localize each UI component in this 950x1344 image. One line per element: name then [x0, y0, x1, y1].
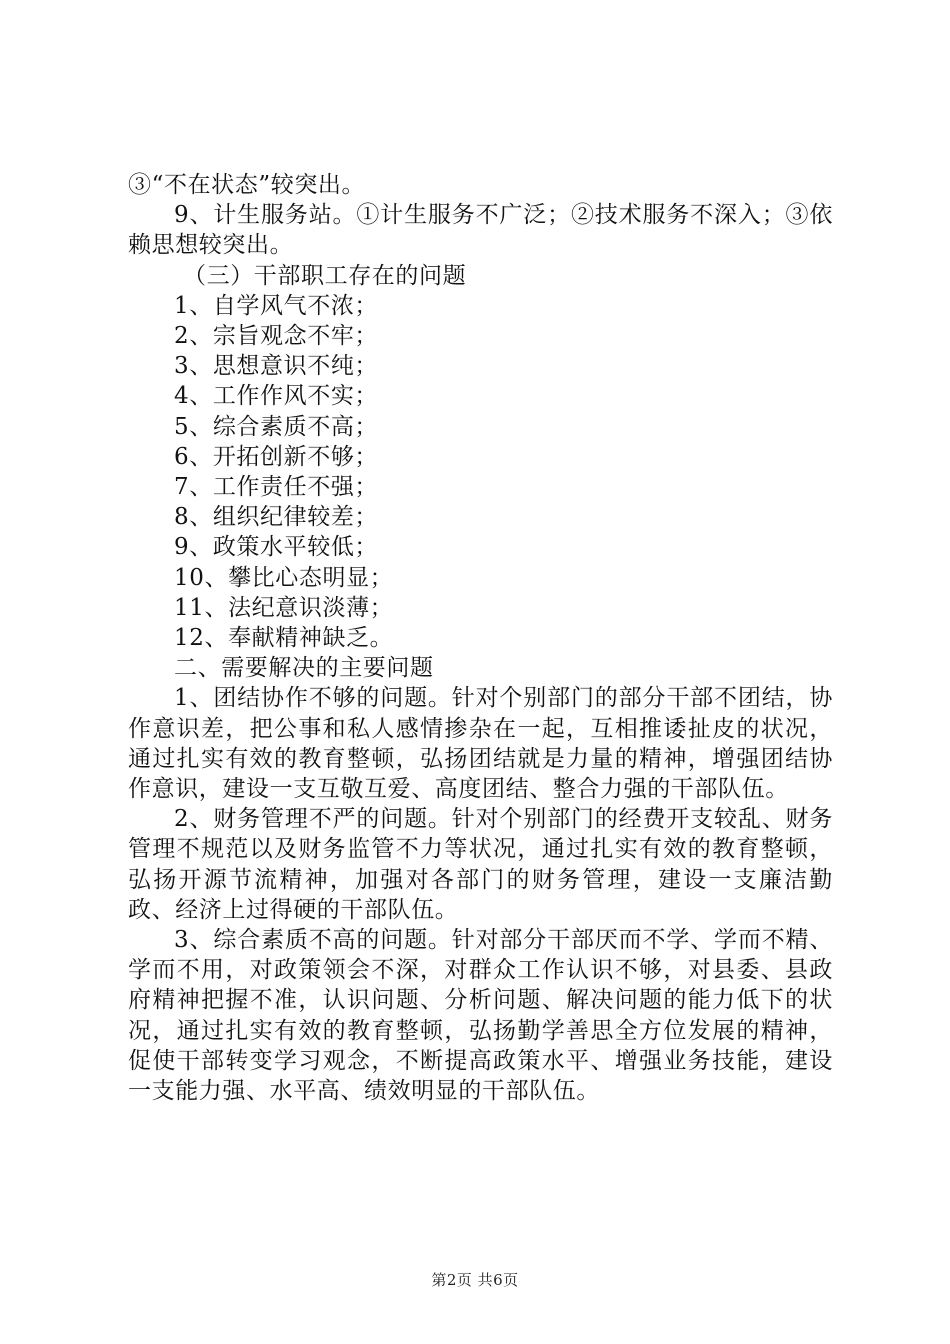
page-number-footer: 第2页 共6页	[431, 1271, 519, 1289]
list-item: 6、开拓创新不够；	[174, 443, 379, 470]
list-item: 4、工作作风不实；	[174, 383, 379, 410]
list-item: 10、攀比心态明显；	[174, 564, 394, 591]
paragraph-2: 9、计生服务站。①计生服务不广泛；②技术服务不深入；③依赖思想较突出。	[128, 202, 833, 259]
paragraph-problem-3: 3、综合素质不高的问题。针对部分干部厌而不学、学而不精、学而不用，对政策领会不深，对群众工作认识不够，对县委、县政府精神把握不准，认识问题、分析问题、解决问题的能力低下的状况，通过扎实有效的教育整顿，弘扬勤学善思全方位发展的精神，促使干部转变学习观念，不断提高政策水平、增强业务技能，建设一支能力强、水平高、绩效明显的干部队伍。	[128, 927, 833, 1105]
list-item: 2、宗旨观念不牢；	[174, 323, 379, 350]
document-body	[128, 170, 833, 1106]
list-item: 3、思想意识不纯；	[174, 353, 379, 380]
list-item: 1、自学风气不浓；	[174, 292, 379, 319]
section-heading-3: （三）干部职工存在的问题	[183, 262, 467, 289]
paragraph-1: ③“不在状态”较突出。	[128, 172, 366, 198]
section-heading-2: 二、需要解决的主要问题	[174, 655, 434, 682]
list-item: 12、奉献精神缺乏。	[174, 625, 394, 652]
list-item: 5、综合素质不高；	[174, 413, 379, 440]
paragraph-problem-2: 2、财务管理不严的问题。针对个别部门的经费开支较乱、财务管理不规范以及财务监管不力等状况，通过扎实有效的教育整顿，弘扬开源节流精神，加强对各部门的财务管理，建设一支廉洁勤政、经济上过得硬的干部队伍。	[128, 806, 833, 923]
paragraph-problem-1: 1、团结协作不够的问题。针对个别部门的部分干部不团结，协作意识差，把公事和私人感情掺杂在一起，互相推诿扯皮的状况，通过扎实有效的教育整顿，弘扬团结就是力量的精神，增强团结协作意识，建设一支互敬互爱、高度团结、整合力强的干部队伍。	[128, 685, 833, 803]
list-item: 7、工作责任不强；	[174, 474, 379, 501]
list-item: 8、组织纪律较差；	[174, 504, 379, 531]
list-item: 11、法纪意识淡薄；	[174, 594, 394, 621]
list-item: 9、政策水平较低；	[174, 534, 379, 561]
